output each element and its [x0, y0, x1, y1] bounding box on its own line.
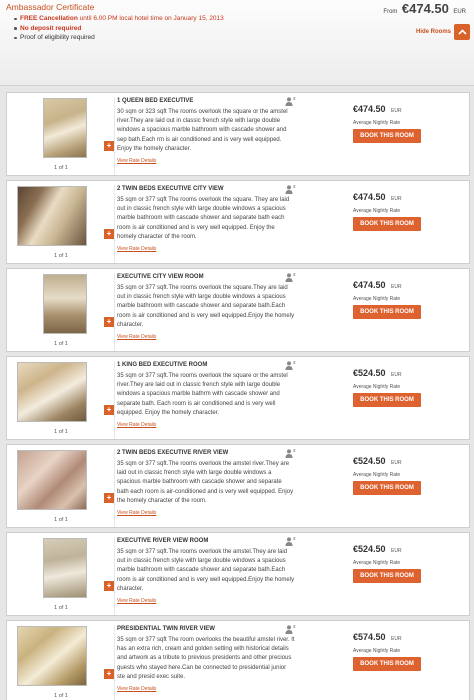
room-name: EXECUTIVE CITY VIEW ROOM [117, 274, 204, 280]
person-icon [285, 537, 299, 546]
expand-gallery-button[interactable] [104, 141, 114, 151]
price-currency: EUR [391, 284, 402, 290]
room-price [353, 451, 425, 478]
occupancy [285, 273, 299, 282]
from-label: From [383, 9, 398, 15]
room-gallery [13, 185, 115, 263]
occupancy-count: 2 [293, 448, 296, 453]
photo-count: 1 of 1 [54, 253, 68, 259]
hide-rooms-control[interactable] [416, 24, 470, 40]
person-icon [285, 361, 299, 370]
condition-deposit: No deposit required [14, 24, 224, 34]
price-currency: EUR [391, 636, 402, 642]
room-description: 35 sqm or 377 sqft.The rooms overlook the square or the amstel river.They are laid out in classic french style with large double windows a spacious marble bathrm with cascade shower and separate bath. Each room is air conditioned and is very well equipped. Enjoy the homely character. [117, 373, 288, 416]
king-room-photo[interactable] [17, 362, 87, 422]
photo-count: 1 of 1 [54, 429, 68, 435]
from-price [383, 0, 466, 18]
twin-room-photo[interactable] [17, 450, 87, 510]
occupancy-count: 2 [293, 272, 296, 277]
hide-rooms-button[interactable] [454, 24, 470, 40]
room-card [6, 92, 470, 176]
photo-count: 1 of 1 [54, 605, 68, 611]
room-gallery [13, 449, 115, 527]
expand-gallery-button[interactable] [104, 669, 114, 679]
room-name: 1 QUEEN BED EXECUTIVE [117, 98, 194, 104]
rate-title: Ambassador Certificate [6, 2, 95, 12]
rate-label: Average Nightly Rate [353, 648, 401, 654]
book-room-button[interactable]: BOOK THIS ROOM [353, 569, 421, 583]
room-name: 2 TWIN BEDS EXECUTIVE RIVER VIEW [117, 450, 229, 456]
room-price [353, 363, 425, 390]
book-room-button[interactable]: BOOK THIS ROOM [353, 393, 421, 407]
person-icon [285, 273, 299, 282]
room-price [353, 627, 425, 654]
room-name: EXECUTIVE RIVER VIEW ROOM [117, 538, 209, 544]
price-amount: €474.50 [353, 192, 386, 202]
occupancy [285, 185, 299, 194]
view-rate-details-link[interactable]: View Rate Details [117, 422, 157, 428]
view-rate-details-link[interactable]: View Rate Details [117, 334, 157, 340]
from-currency: EUR [453, 9, 466, 15]
price-amount: €474.50 [353, 104, 386, 114]
occupancy-count: 2 [293, 536, 296, 541]
occupancy-count: 2 [293, 184, 296, 189]
rate-label: Average Nightly Rate [353, 384, 401, 390]
room-info [117, 97, 295, 164]
person-icon [285, 97, 299, 106]
bed-photo[interactable] [43, 98, 87, 158]
expand-gallery-button[interactable] [104, 493, 114, 503]
room-photo[interactable] [43, 274, 87, 334]
view-rate-details-link[interactable]: View Rate Details [117, 598, 157, 604]
person-icon [285, 625, 299, 634]
view-rate-details-link[interactable]: View Rate Details [117, 246, 157, 252]
book-room-button[interactable]: BOOK THIS ROOM [353, 481, 421, 495]
price-currency: EUR [391, 196, 402, 202]
room-card [6, 532, 470, 616]
price-currency: EUR [391, 108, 402, 114]
photo-count: 1 of 1 [54, 341, 68, 347]
occupancy-count: 2 [293, 624, 296, 629]
room-info [117, 625, 295, 692]
rate-label: Average Nightly Rate [353, 296, 401, 302]
rate-label: Average Nightly Rate [353, 208, 401, 214]
condition-eligibility: Proof of eligibility required [14, 33, 224, 43]
person-icon [285, 185, 299, 194]
room-price [353, 99, 425, 126]
price-amount: €524.50 [353, 456, 386, 466]
room-card [6, 180, 470, 264]
room-description: 35 sqm or 377 sqft.The rooms overlook the amstel river.They are laid out in classic french style with large double windows a spacious marble bathroom with cascade shower and separate bath each room is air-conditioned and is very well equipped. Enjoy the homely character of the room. [117, 461, 294, 504]
presidential-room-photo[interactable] [17, 626, 87, 686]
room-price [353, 275, 425, 302]
occupancy [285, 361, 299, 370]
room-card [6, 444, 470, 528]
price-amount: €524.50 [353, 368, 386, 378]
plus-icon: + [106, 581, 112, 590]
housekeeping-photo[interactable] [17, 186, 87, 246]
price-currency: EUR [391, 548, 402, 554]
room-gallery [13, 625, 115, 700]
rate-conditions-list [14, 14, 224, 43]
person-icon [285, 449, 299, 458]
occupancy [285, 449, 299, 458]
plus-icon: + [106, 317, 112, 326]
occupancy-count: 2 [293, 360, 296, 365]
plus-icon: + [106, 669, 112, 678]
room-name: 1 KING BED EXECUTIVE ROOM [117, 362, 208, 368]
book-room-button[interactable]: BOOK THIS ROOM [353, 305, 421, 319]
room-gallery [13, 361, 115, 439]
room-info [117, 361, 295, 428]
book-room-button[interactable]: BOOK THIS ROOM [353, 217, 421, 231]
rate-label: Average Nightly Rate [353, 560, 401, 566]
price-amount: €474.50 [353, 280, 386, 290]
plus-icon: + [106, 405, 112, 414]
expand-gallery-button[interactable] [104, 581, 114, 591]
photo-count: 1 of 1 [54, 517, 68, 523]
price-amount: €574.50 [353, 632, 386, 642]
photo-count: 1 of 1 [54, 693, 68, 699]
room-card [6, 356, 470, 440]
view-rate-details-link[interactable]: View Rate Details [117, 158, 157, 164]
photo-count: 1 of 1 [54, 165, 68, 171]
room-info [117, 537, 295, 604]
occupancy [285, 97, 299, 106]
condition-cancellation: FREE Cancellation until 6.00 PM local hotel time on January 15, 2013 [14, 14, 224, 24]
plus-icon: + [106, 229, 112, 238]
room-name: 2 TWIN BEDS EXECUTIVE CITY VIEW [117, 186, 224, 192]
room-description: 35 sqm or 377 sqft.The rooms overlook the amstel.They are laid out in classic french style with large double windows a spacious marble bathroom with cascade shower and separate bath.Each room is air conditioned and is very well equipped.Enjoy the homely character. [117, 549, 295, 592]
room-description: 35 sqm or 377 sqft.The rooms overlook the square.They are laid out in classic french style with large double windows a spacious marble bathroom with cascade shower and separate bath.Each room is air conditioned and is very well equipped.Enjoy the homely character. [117, 285, 295, 328]
room-description: 35 sqm or 377 sqft The rooms overlook the square. They are laid out in classic french style with large double windows a spacious marble bathroom with cascade shower and separate bath each room is air conditioned and is very well equipped. Enjoy the homely character of the room. [117, 197, 290, 240]
rate-label: Average Nightly Rate [353, 120, 401, 126]
river-room-photo[interactable] [43, 538, 87, 598]
room-info [117, 273, 295, 340]
room-card [6, 620, 470, 700]
rate-header [0, 0, 474, 86]
room-info [117, 449, 295, 516]
hide-rooms-label[interactable]: Hide Rooms [415, 29, 451, 35]
expand-gallery-button[interactable] [104, 229, 114, 239]
room-description: 35 sqm or 377 sqft The room overlooks the beautiful amstel river. It has an extra rich, cream and golden setting with historical details and artwork as a tribute to previous presidents and other precious guests who stayed here.Can be connected to presidential junior ste and presid exec suite. [117, 637, 295, 680]
rate-label: Average Nightly Rate [353, 472, 401, 478]
price-amount: €524.50 [353, 544, 386, 554]
room-info [117, 185, 295, 252]
room-price [353, 539, 425, 566]
expand-gallery-button[interactable] [104, 317, 114, 327]
room-name: PRESIDENTIAL TWIN RIVER VIEW [117, 626, 215, 632]
occupancy-count: 2 [293, 96, 296, 101]
view-rate-details-link[interactable]: View Rate Details [117, 686, 157, 692]
price-currency: EUR [391, 372, 402, 378]
from-amount: €474.50 [401, 1, 449, 16]
price-currency: EUR [391, 460, 402, 466]
book-room-button[interactable]: BOOK THIS ROOM [353, 129, 421, 143]
room-gallery [13, 97, 115, 175]
room-card [6, 268, 470, 352]
room-gallery [13, 537, 115, 615]
room-description: 30 sqm or 323 sqft The rooms overlook the square or the amstel river.They are laid out in classic french style with large double windows a spacious marble bathroom with cascade shower and sep bath.Each rm is air conditioned and is very well equipped. Enjoy the homely character. [117, 109, 288, 152]
occupancy [285, 625, 299, 634]
view-rate-details-link[interactable]: View Rate Details [117, 510, 157, 516]
occupancy [285, 537, 299, 546]
chevron-up-icon [458, 28, 467, 37]
expand-gallery-button[interactable] [104, 405, 114, 415]
room-price [353, 187, 425, 214]
book-room-button[interactable]: BOOK THIS ROOM [353, 657, 421, 671]
room-gallery [13, 273, 115, 351]
plus-icon: + [106, 141, 112, 150]
plus-icon: + [106, 493, 112, 502]
